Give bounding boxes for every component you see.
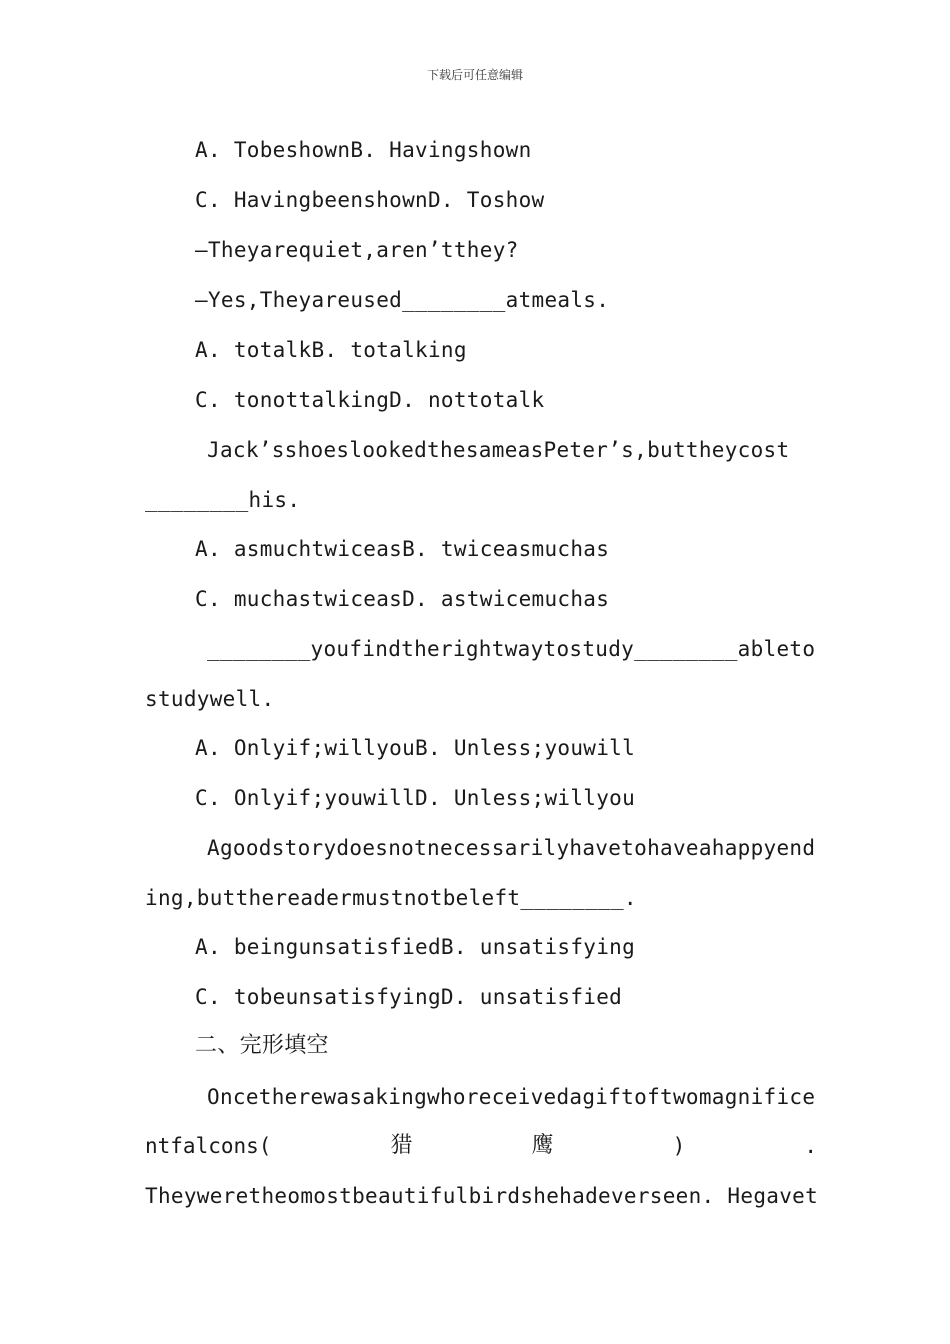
q4-stem-line-2: studywell. [145, 687, 275, 711]
q1-options-cd: C. HavingbeenshownD. Toshow [195, 188, 545, 212]
q5-stem-line-1: Agoodstorydoesnotnecessarilyhavetohaveahappyend [207, 836, 816, 860]
passage-line-1: Oncetherewasakingwhoreceivedagiftoftwomagnifice [207, 1085, 816, 1109]
q3-options-ab: A. asmuchtwiceasB. twiceasmuchas [195, 537, 610, 561]
passage-line-2-part-1: ntfalcons( [145, 1134, 272, 1158]
q4-stem-line-1: ________youfindtherightwaytostudy________ableto [207, 637, 816, 661]
q4-options-cd: C. Onlyif;youwillD. Unless;willyou [195, 786, 636, 810]
q5-options-cd: C. tobeunsatisfyingD. unsatisfied [195, 985, 623, 1009]
q3-stem-line-2: ________his. [145, 488, 301, 512]
q2-dialogue-line-2: —Yes,Theyareused________atmeals. [195, 288, 610, 312]
passage-line-3: Theyweretheomostbeautifulbirdshehadeverseen. Hegavet [145, 1184, 819, 1208]
q2-options-ab: A. totalkB. totalking [195, 338, 467, 362]
q2-options-cd: C. tonottalkingD. nottotalk [195, 388, 545, 412]
passage-line-2-part-2: 猎 [390, 1133, 413, 1158]
passage-line-2 [145, 1133, 817, 1159]
q3-stem-line-1: Jack’sshoeslookedthesameasPeter’s,buttheycost [207, 438, 790, 462]
q4-options-ab: A. Onlyif;willyouB. Unless;youwill [195, 736, 636, 760]
q5-options-ab: A. beingunsatisfiedB. unsatisfying [195, 935, 636, 959]
passage-line-2-part-5: . [804, 1134, 817, 1158]
passage-line-2-part-3: 鹰 [531, 1133, 554, 1158]
passage-line-2-part-4: ) [672, 1134, 686, 1158]
page-header: 下载后可任意编辑 [426, 68, 523, 82]
q1-options-ab: A. TobeshownB. Havingshown [195, 138, 532, 162]
section-2-title: 二、完形填空 [195, 1033, 329, 1058]
q5-stem-line-2: ing,butthereadermustnotbeleft________. [145, 886, 637, 910]
q2-dialogue-line-1: —Theyarequiet,aren’tthey? [195, 238, 519, 262]
q3-options-cd: C. muchastwiceasD. astwicemuchas [195, 587, 610, 611]
